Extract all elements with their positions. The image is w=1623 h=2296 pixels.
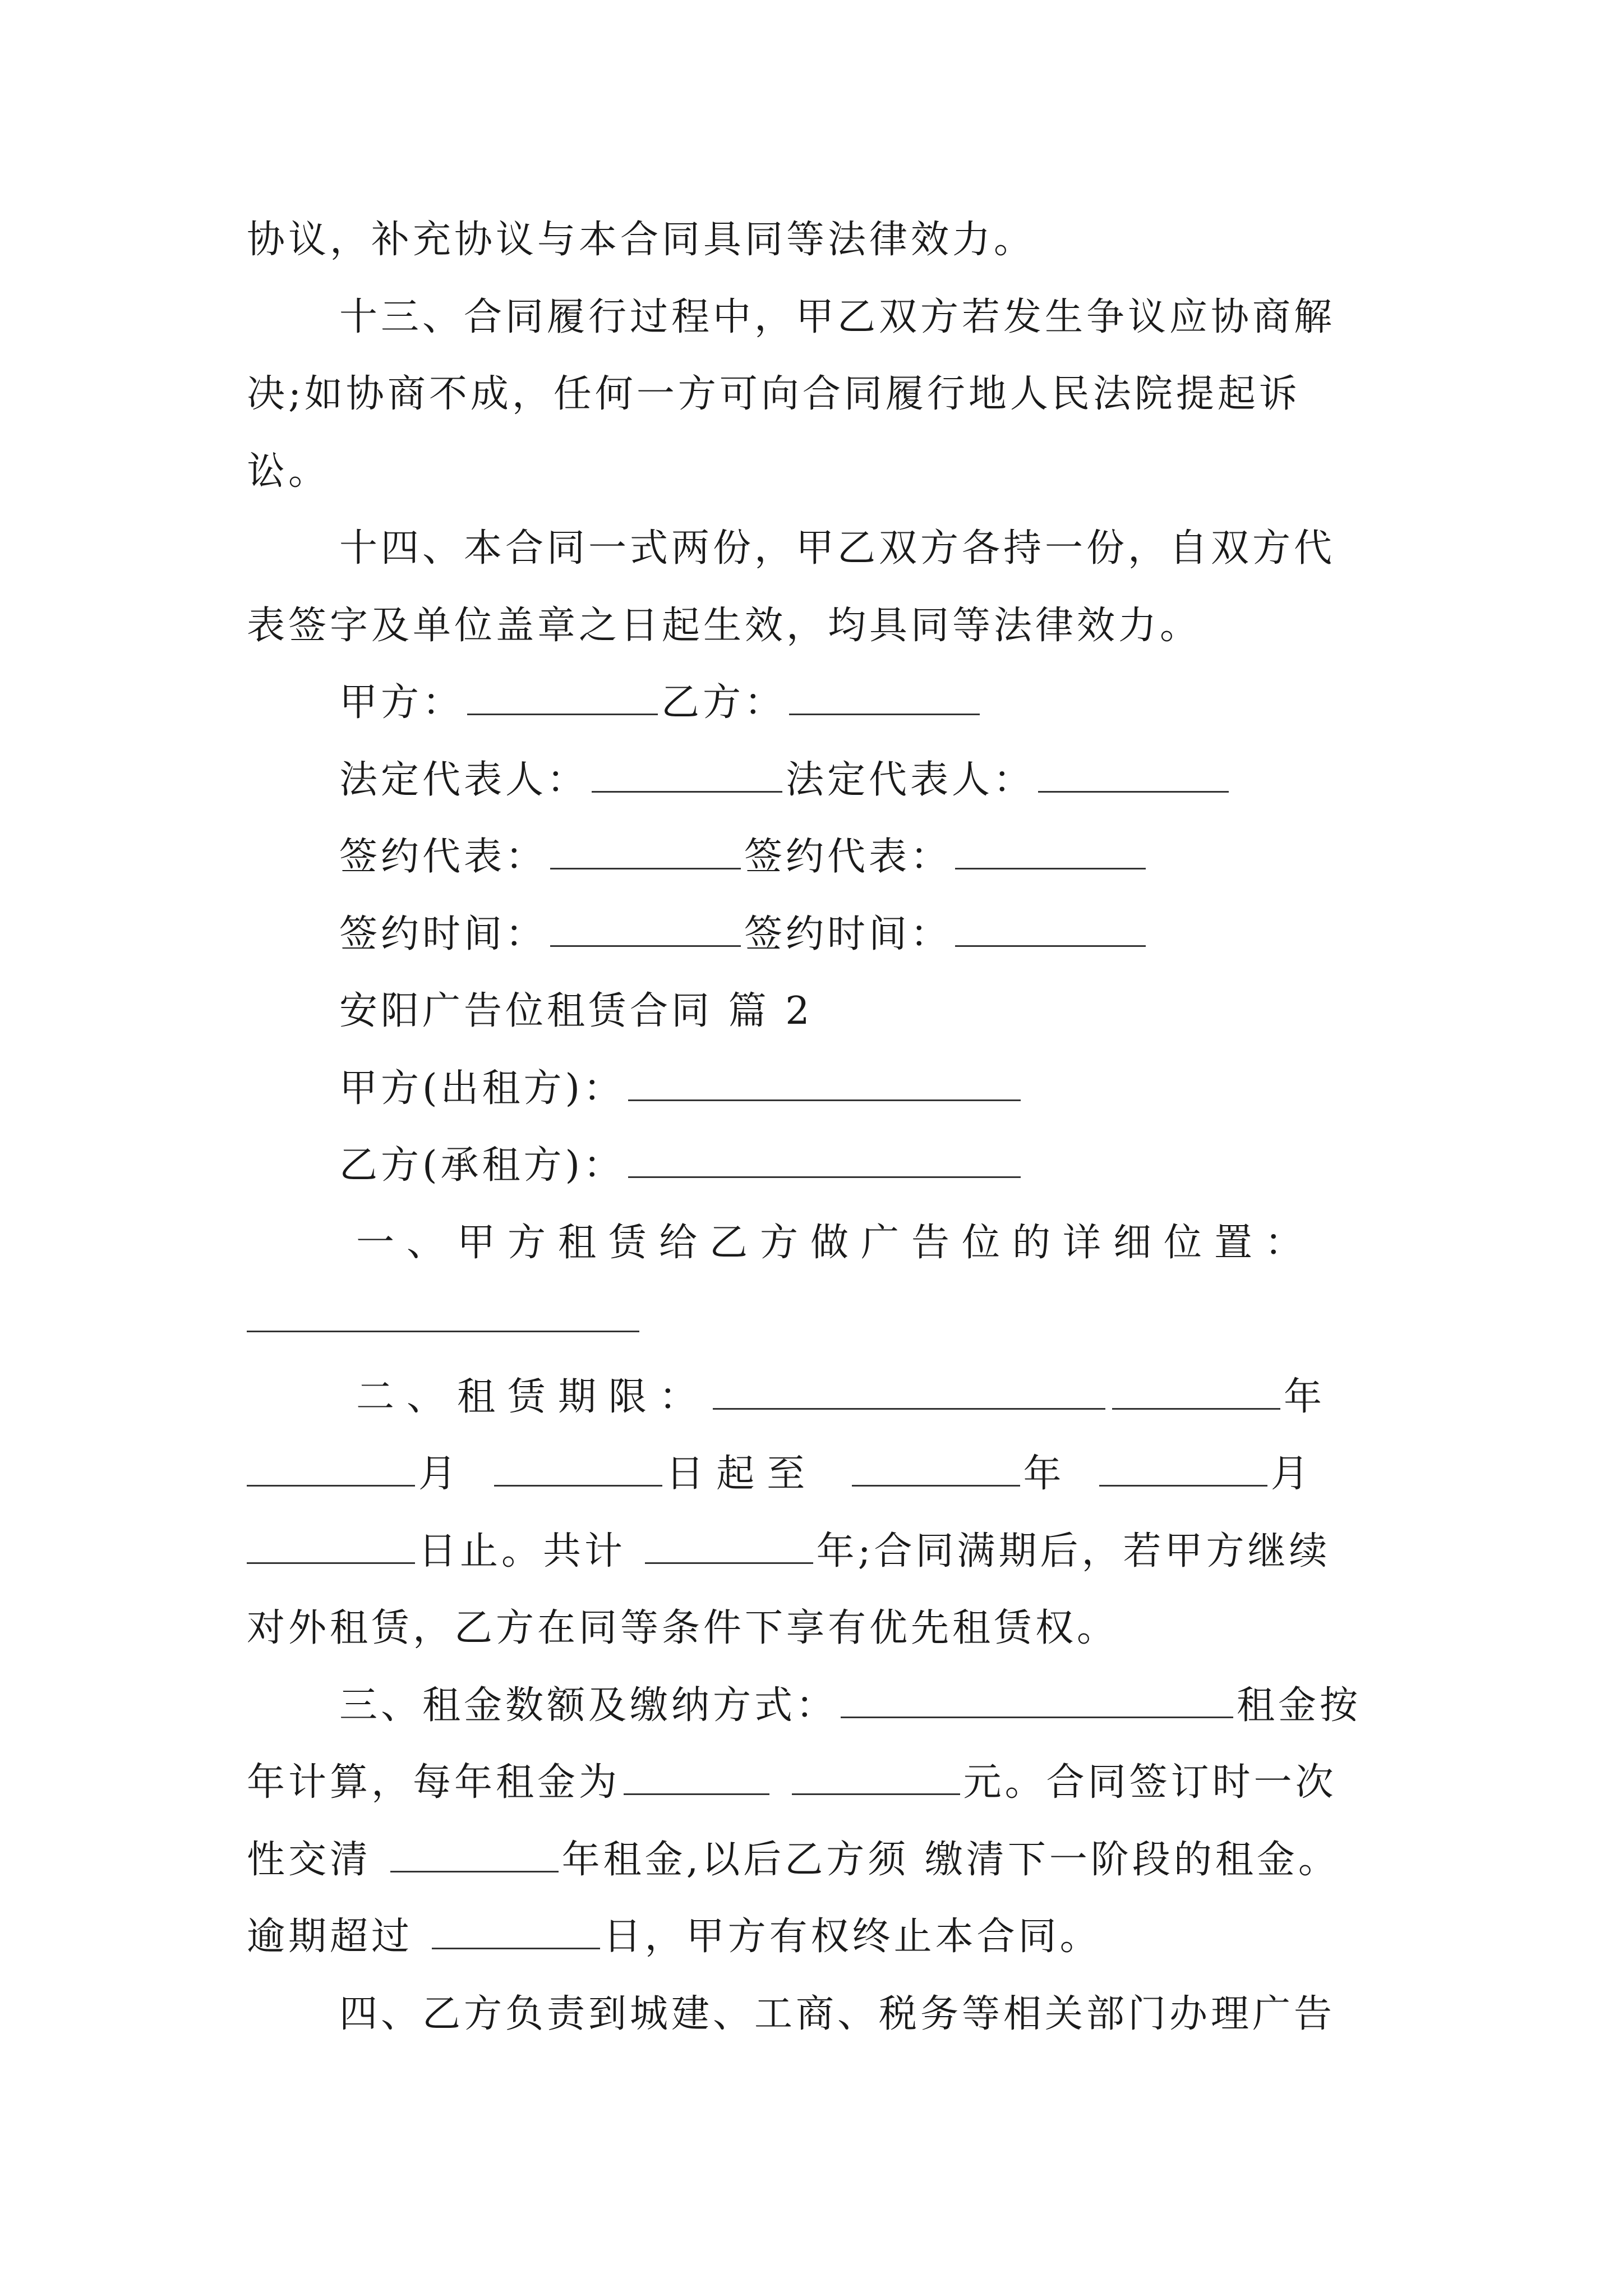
blank-field — [494, 1451, 662, 1487]
blank-field — [390, 1837, 559, 1872]
clause-1-blank-line — [247, 1293, 1385, 1347]
blank-field — [467, 680, 658, 715]
blank-field — [955, 912, 1146, 947]
clause-14-line-2: 表签字及单位盖章之日起生效，均具同等法律效力。 — [247, 604, 1202, 648]
blank-field — [432, 1914, 600, 1949]
clause-3-line-4: 逾期超过 日，甲方有权终止本合同。 — [247, 1915, 1101, 1959]
signature-date-line: 签约时间： 签约时间： — [339, 908, 1478, 961]
blank-field — [713, 1374, 1105, 1410]
blank-field — [789, 680, 980, 715]
blank-field — [624, 1760, 769, 1795]
text-line: 协议，补充协议与本合同具同等法律效力。 — [247, 218, 1036, 262]
clause-4-line-1: 四、乙方负责到城建、工商、税务等相关部门办理广告 — [339, 1992, 1336, 2036]
blank-field — [1112, 1374, 1280, 1410]
clause-13-line-3: 讼。 — [247, 449, 330, 494]
clause-3-line-1: 三、租金数额及缴纳方式： 租金按 — [339, 1683, 1362, 1728]
signature-rep-line: 签约代表： 签约代表： — [339, 830, 1478, 884]
party-a-line: 甲方(出租方)： — [339, 1062, 1478, 1116]
clause-2-line-2: 月 日起至 年 月 — [247, 1447, 1385, 1501]
clause-1-line: 一、甲方租赁给乙方做广告位的详细位置： — [356, 1221, 1316, 1265]
blank-field — [1099, 1451, 1267, 1487]
blank-field — [550, 834, 741, 869]
section-title: 安阳广告位租赁合同 篇 2 — [339, 989, 813, 1033]
clause-2-line-4: 对外租赁，乙方在同等条件下享有优先租赁权。 — [247, 1606, 1119, 1650]
blank-field — [247, 1451, 415, 1487]
clause-13-line-1: 十三、合同履行过程中，甲乙双方若发生争议应协商解 — [339, 295, 1336, 339]
blank-field — [628, 1066, 1021, 1101]
clause-2-line-3: 日止。共计 年;合同满期后，若甲方继续 — [247, 1525, 1385, 1579]
blank-field — [852, 1451, 1020, 1487]
clause-3-line-2: 年计算，每年租金为 元。合同签订时一次 — [247, 1760, 1337, 1805]
blank-field — [247, 1529, 415, 1564]
blank-field — [645, 1529, 813, 1564]
blank-field — [628, 1143, 1021, 1178]
blank-field — [1038, 757, 1229, 793]
blank-field — [592, 757, 782, 793]
clause-14-line-1: 十四、本合同一式两份，甲乙双方各持一份，自双方代 — [339, 526, 1336, 570]
blank-field — [841, 1683, 1233, 1718]
blank-field — [550, 912, 741, 947]
party-b-line: 乙方(承租方)： — [339, 1139, 1478, 1193]
blank-field — [955, 834, 1146, 869]
signature-legal-rep-line: 法定代表人： 法定代表人： — [339, 753, 1478, 807]
clause-2-line-1: 二、租赁期限： 年 — [356, 1375, 1326, 1419]
signature-party-line: 甲方： 乙方： — [339, 676, 1478, 730]
blank-field — [247, 1297, 639, 1332]
clause-13-line-2: 决;如协商不成，任何一方可向合同履行地人民法院提起诉 — [247, 372, 1301, 416]
clause-3-line-3: 性交清 年租金,以后乙方须 缴清下一阶段的租金。 — [247, 1838, 1340, 1882]
blank-field — [792, 1760, 960, 1795]
